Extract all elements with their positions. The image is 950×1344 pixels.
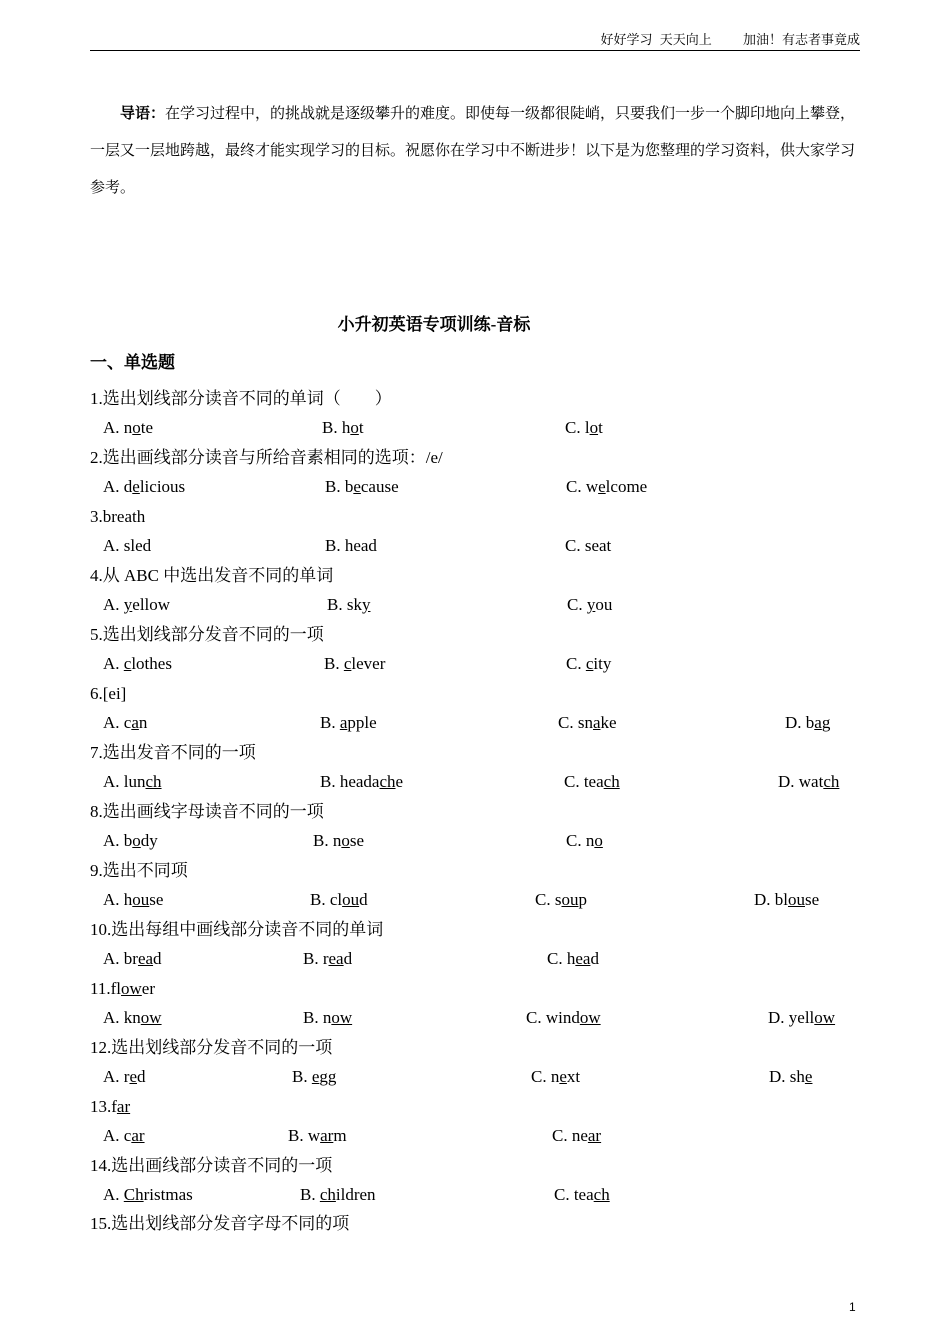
option-underlined-part: ow [331,1008,353,1027]
question-stem-text: 4.从 ABC 中选出发音不同的单词 [90,566,334,585]
option-word-tail: d [590,949,599,968]
question-stem [90,978,155,1000]
option-underlined-part: ar [587,1126,602,1145]
option-underlined-part: c [123,654,132,673]
answer-option[interactable] [547,948,599,970]
option-word-tail: n [138,713,148,732]
option-underlined-part: ow [814,1008,836,1027]
option-underlined-part: e [598,477,606,496]
option-label: B. [324,654,344,673]
answer-option[interactable] [103,417,153,439]
option-label: C. h [547,949,576,968]
intro-label: 导语： [120,106,166,122]
question-stem-text: 3.breath [90,507,146,526]
question-stem [90,1213,349,1235]
answer-option[interactable] [288,1125,347,1147]
answer-option[interactable] [103,594,170,616]
option-underlined-part: ou [342,890,360,909]
option-label: B. head [325,536,377,555]
option-underlined-part: e [559,1067,567,1086]
option-underlined-part: ea [137,949,154,968]
answer-option[interactable] [565,417,603,439]
answer-option[interactable] [300,1184,376,1206]
option-underlined-part: o [132,418,141,437]
option-underlined-part: ou [132,890,150,909]
answer-option[interactable] [303,948,352,970]
answer-option[interactable] [320,712,377,734]
question-stem-text-tail: er [141,979,156,998]
option-label: C. [566,654,586,673]
question-stem-text: 8.选出画线字母读音不同的一项 [90,802,324,821]
option-word-tail: dy [140,831,158,850]
question-stem-text: 12.选出划线部分发音不同的一项 [90,1038,333,1057]
document-title: 小升初英语专项训练-音标 [337,315,531,334]
option-underlined-part: a [592,713,601,732]
question-stem [90,683,126,705]
option-label: C. l [565,418,590,437]
question-stem-text: 9.选出不同项 [90,861,188,880]
option-word-tail: lever [351,654,386,673]
header-motto-left: 好好学习 [600,32,653,47]
answer-option[interactable] [103,712,147,734]
option-word-tail: d [343,949,353,968]
question-stem-text: 10.选出每组中画线部分读音不同的单词 [90,920,384,939]
answer-option[interactable] [103,653,172,675]
option-word-tail: pple [347,713,377,732]
option-word-tail: lcome [605,477,648,496]
answer-option[interactable] [103,1007,162,1029]
question-stem-text: 1.选出划线部分读音不同的单词（ ） [90,389,392,408]
answer-option[interactable] [103,830,158,852]
option-label: C. tea [564,772,604,791]
option-underlined-part: ea [575,949,591,968]
question-stem [90,1037,332,1059]
question-stem-text: 11.fl [90,979,122,998]
option-label: B. n [313,831,342,850]
answer-option[interactable] [325,535,377,557]
page-number: 1 [849,1300,856,1314]
answer-option[interactable] [769,1066,812,1088]
answer-option[interactable] [768,1007,835,1029]
option-label: B. w [288,1126,321,1145]
question-stem-text: 13.f [90,1097,117,1116]
option-label: B. sk [327,595,362,614]
option-word-tail: d [359,890,368,909]
answer-option[interactable] [322,417,364,439]
option-word-tail: se [805,890,820,909]
question-stem-text: 14.选出画线部分读音不同的一项 [90,1156,333,1175]
option-underlined-part: ch [379,772,396,791]
option-label: B. r [303,949,329,968]
option-label: A. r [103,1067,130,1086]
option-label: B. h [322,418,351,437]
answer-option[interactable] [552,1125,601,1147]
option-underlined-part: ch [603,772,620,791]
option-word-tail: d [153,949,162,968]
option-underlined-part: ar [131,1126,145,1145]
answer-option[interactable] [303,1007,352,1029]
option-underlined-part: ou [561,890,579,909]
option-underlined-part: o [350,418,359,437]
option-label: B. b [325,477,354,496]
option-label: C. tea [554,1185,594,1204]
option-underlined-part: ch [145,772,162,791]
answer-option[interactable] [103,535,151,557]
option-underlined-part: o [594,831,603,850]
answer-option[interactable] [566,476,647,498]
answer-option[interactable] [292,1066,336,1088]
option-label: B. cl [310,890,343,909]
option-label: B. n [303,1008,332,1027]
question-stem [90,919,383,941]
option-word-tail: se [349,831,365,850]
answer-option[interactable] [320,771,403,793]
option-word-tail: licious [139,477,186,496]
option-word-tail: ou [595,595,613,614]
option-label: D. sh [769,1067,805,1086]
answer-option[interactable] [754,889,819,911]
intro-text: 在学习过程中，的挑战就是逐级攀升的难度。即使每一级都很陡峭，只要我们一步一个脚印地向上攀登，一层又一层地跨越，最终才能实现学习的目标。祝愿你在学习中不断进步！以下是为您整理的学习资料，供大家学习参考。 [90,106,856,196]
answer-option[interactable] [554,1184,610,1206]
option-label: B. [320,713,340,732]
option-underlined-part: o [589,418,599,437]
answer-option[interactable] [778,771,839,793]
option-underlined-part: e [804,1067,813,1086]
option-label: B. [292,1067,312,1086]
option-word-tail: p [578,890,587,909]
option-label: A. d [103,477,133,496]
question-stem [90,624,324,646]
option-label: C. wind [526,1008,580,1027]
answer-option[interactable] [327,594,370,616]
question-stem-text: 7.选出发音不同的一项 [90,743,256,762]
question-stem-text: 5.选出划线部分发音不同的一项 [90,625,324,644]
question-stem-underline: ow [121,979,142,998]
option-underlined-part: ea [328,949,344,968]
option-word-tail: ke [600,713,617,732]
option-underlined-part: ch [319,1185,336,1204]
question-stem [90,1155,332,1177]
option-label: D. wat [778,772,824,791]
option-underlined-part: a [131,713,139,732]
answer-option[interactable] [325,476,399,498]
option-label: C. w [566,477,599,496]
option-label: A. [103,595,124,614]
option-word-tail: m [333,1126,347,1145]
answer-option[interactable] [566,830,603,852]
question-stem [90,801,324,823]
question-stem [90,1096,130,1118]
answer-option[interactable] [566,653,611,675]
answer-option[interactable] [531,1066,580,1088]
option-label: C. ne [552,1126,588,1145]
option-word-tail: ellow [132,595,171,614]
answer-option[interactable] [103,476,185,498]
section-heading: 一、单选题 [90,353,175,372]
option-label: C. n [531,1067,560,1086]
option-label: A. b [103,831,133,850]
option-label: A. h [103,890,133,909]
option-word-tail: ildren [335,1185,376,1204]
answer-option[interactable] [313,830,364,852]
answer-option[interactable] [103,1125,145,1147]
answer-option[interactable] [785,712,830,734]
option-underlined-part: e [132,477,140,496]
option-label: B. heada [320,772,380,791]
option-label: B. [300,1185,320,1204]
option-word-tail: te [140,418,154,437]
intro-paragraph [90,96,860,207]
header-motto-middle: 天天向上 [659,32,712,47]
option-label: C. [567,595,587,614]
option-label: A. br [103,949,138,968]
answer-option[interactable] [564,771,620,793]
answer-option[interactable] [567,594,612,616]
option-label: A. c [103,1126,132,1145]
option-word-tail: e [395,772,404,791]
option-underlined-part: ow [140,1008,162,1027]
question-stem [90,388,392,410]
option-label: D. bl [754,890,788,909]
answer-option[interactable] [103,889,163,911]
option-word-tail: gg [319,1067,337,1086]
option-underlined-part: ar [320,1126,334,1145]
answer-option[interactable] [103,1066,146,1088]
option-underlined-part: y [586,595,596,614]
option-word-tail: t [598,418,603,437]
option-word-tail: ristmas [143,1185,193,1204]
option-underlined-part: a [814,713,822,732]
option-underlined-part: ou [788,890,805,909]
answer-option[interactable] [558,712,617,734]
question-stem [90,447,443,469]
question-stem [90,860,188,882]
option-word-tail: t [358,418,364,437]
question-stem-text: 15.选出划线部分发音字母不同的项 [90,1214,350,1233]
option-word-tail: lothes [131,654,172,673]
option-label: C. s [535,890,562,909]
option-label: A. [103,1185,124,1204]
answer-option[interactable] [310,889,368,911]
option-label: D. b [785,713,815,732]
option-underlined-part: y [361,595,371,614]
option-label: A. kn [103,1008,141,1027]
option-label: C. sn [558,713,593,732]
option-word-tail: cause [360,477,399,496]
option-underlined-part: ow [579,1008,601,1027]
answer-option[interactable] [103,948,162,970]
option-word-tail: ity [593,654,612,673]
question-stem-text: 6.[ei] [90,684,127,703]
option-word-tail: xt [566,1067,581,1086]
answer-option[interactable] [103,771,162,793]
option-underlined-part: c [585,654,594,673]
option-label: A. sled [103,536,152,555]
option-label: A. [103,654,124,673]
option-word-tail: d [137,1067,146,1086]
header-motto-right: 加油！有志者事竟成 [742,32,860,47]
question-stem [90,565,333,587]
option-underlined-part: o [341,831,350,850]
question-stem [90,742,256,764]
option-underlined-part: e [353,477,361,496]
option-underlined-part: ch [823,772,840,791]
option-underlined-part: e [129,1067,137,1086]
option-underlined-part: Ch [123,1185,144,1204]
answer-option[interactable] [324,653,385,675]
question-stem-text: 2.选出画线部分读音与所给音素相同的选项：/e/ [90,448,443,467]
option-underlined-part: c [343,654,352,673]
option-underlined-part: a [339,713,348,732]
option-label: C. n [566,831,595,850]
option-underlined-part: e [311,1067,320,1086]
option-word-tail: g [821,713,831,732]
option-label: A. lun [103,772,146,791]
option-label: D. yell [768,1008,815,1027]
option-label: A. c [103,713,132,732]
answer-option[interactable] [103,1184,193,1206]
option-underlined-part: ch [593,1185,610,1204]
option-underlined-part: o [132,831,141,850]
option-word-tail: se [149,890,164,909]
page-header [90,30,860,51]
option-label: C. seat [565,536,612,555]
option-label: A. n [103,418,133,437]
answer-option[interactable] [535,889,587,911]
option-underlined-part: y [123,595,133,614]
question-stem [90,506,145,528]
answer-option[interactable] [526,1007,601,1029]
answer-option[interactable] [565,535,611,557]
question-stem-underline: ar [116,1097,131,1116]
